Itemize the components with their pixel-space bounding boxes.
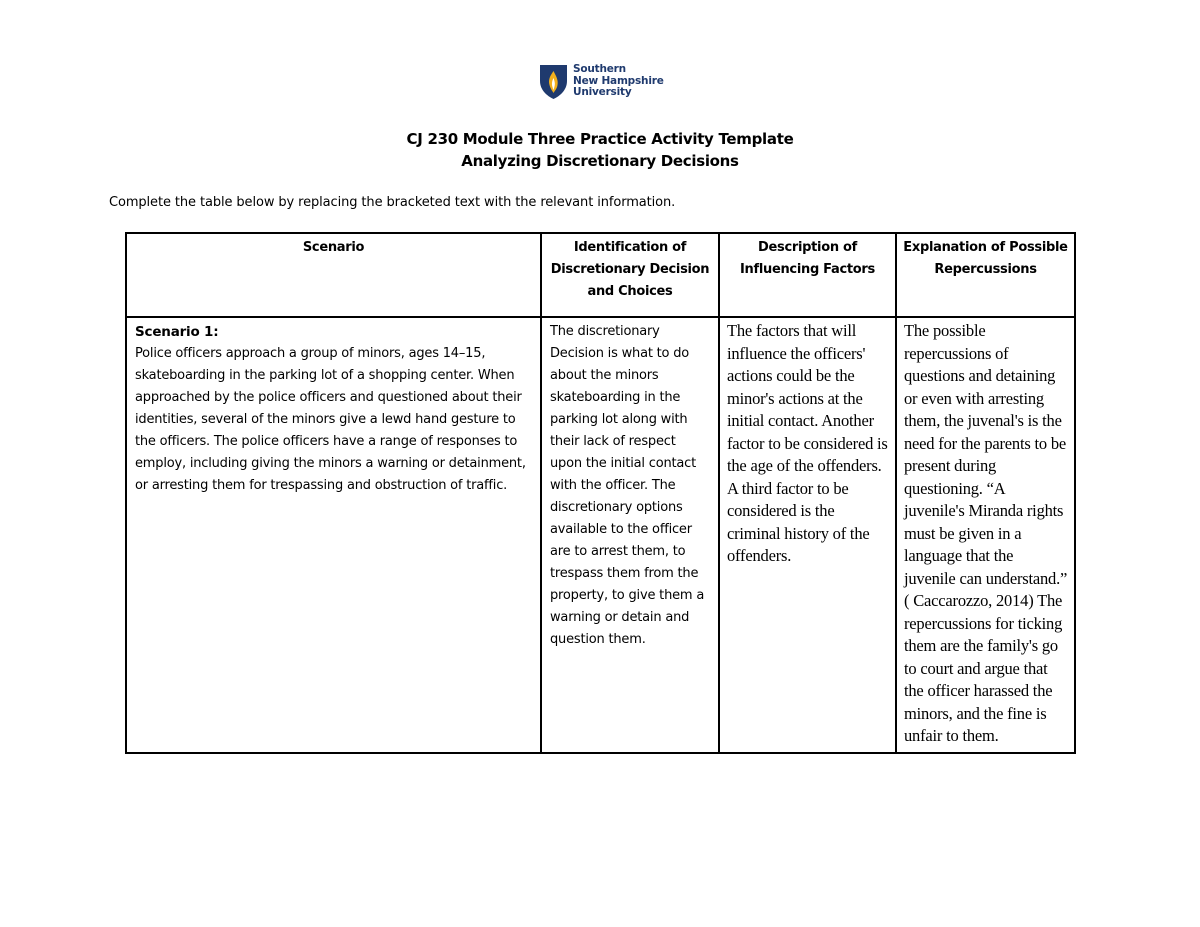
table-header-row: [126, 233, 1075, 317]
factors-cell[interactable]: [719, 317, 896, 753]
logo-line-3: University: [573, 86, 632, 98]
identification-cell[interactable]: [541, 317, 719, 753]
logo-wordmark: [573, 64, 664, 99]
repercussions-text: The possible repercussions of questions and detaining or even with arresting them, the juvenal's is the need for the parents to be present during questioning. “A juvenile's Miranda rights must be given in a language that the juvenile can understand.” ( Caccarozzo, 2014) The repercussions for ticking them are the family's go to court and argue that the officer harassed the minors, and the fine is unfair to them.: [904, 321, 1068, 745]
scenario-text: Police officers approach a group of minors, ages 14–15, skateboarding in the parking lot of a shopping center. When approached by the police officers and questioned about their identities, several of the minors give a lewd hand gesture to the officers. The police officers have a range of responses to employ, including giving the minors a warning or detainment, or arresting them for trespassing and obstruction of traffic.: [135, 346, 526, 493]
identification-text: The discretionary Decision is what to do about the minors skateboarding in the parking lot along with their lack of respect upon the initial contact with the officer. The discretionary options available to the officer are to arrest them, to trespass them from the property, to give them a warning or detain and question them.: [550, 324, 705, 647]
document-subtitle: Analyzing Discretionary Decisions: [461, 152, 739, 170]
repercussions-cell[interactable]: [896, 317, 1075, 753]
header-repercussions: Explanation of Possible Repercussions: [896, 233, 1075, 317]
snhu-logo: [539, 64, 664, 100]
factors-text: The factors that will influence the officers' actions could be the minor's actions at the initial contact. Another factor to be considered is the age of the offenders. A third factor to be considered is the criminal history of the offenders.: [727, 321, 888, 565]
header-scenario: Scenario: [126, 233, 541, 317]
header-factors: Description of Influencing Factors: [719, 233, 896, 317]
document-title: CJ 230 Module Three Practice Activity Template: [406, 130, 794, 148]
logo-line-2: New Hampshire: [573, 74, 664, 87]
logo-line-1: Southern: [573, 63, 626, 75]
table-row: [126, 317, 1075, 753]
scenario-table: [125, 232, 1076, 754]
snhu-shield-icon: [539, 64, 568, 100]
instructions-text: Complete the table below by replacing the bracketed text with the relevant information.: [109, 195, 676, 210]
header-identification: Identification of Discretionary Decision and Choices: [541, 233, 719, 317]
scenario-cell: [126, 317, 541, 753]
scenario-title: Scenario 1:: [135, 324, 219, 340]
